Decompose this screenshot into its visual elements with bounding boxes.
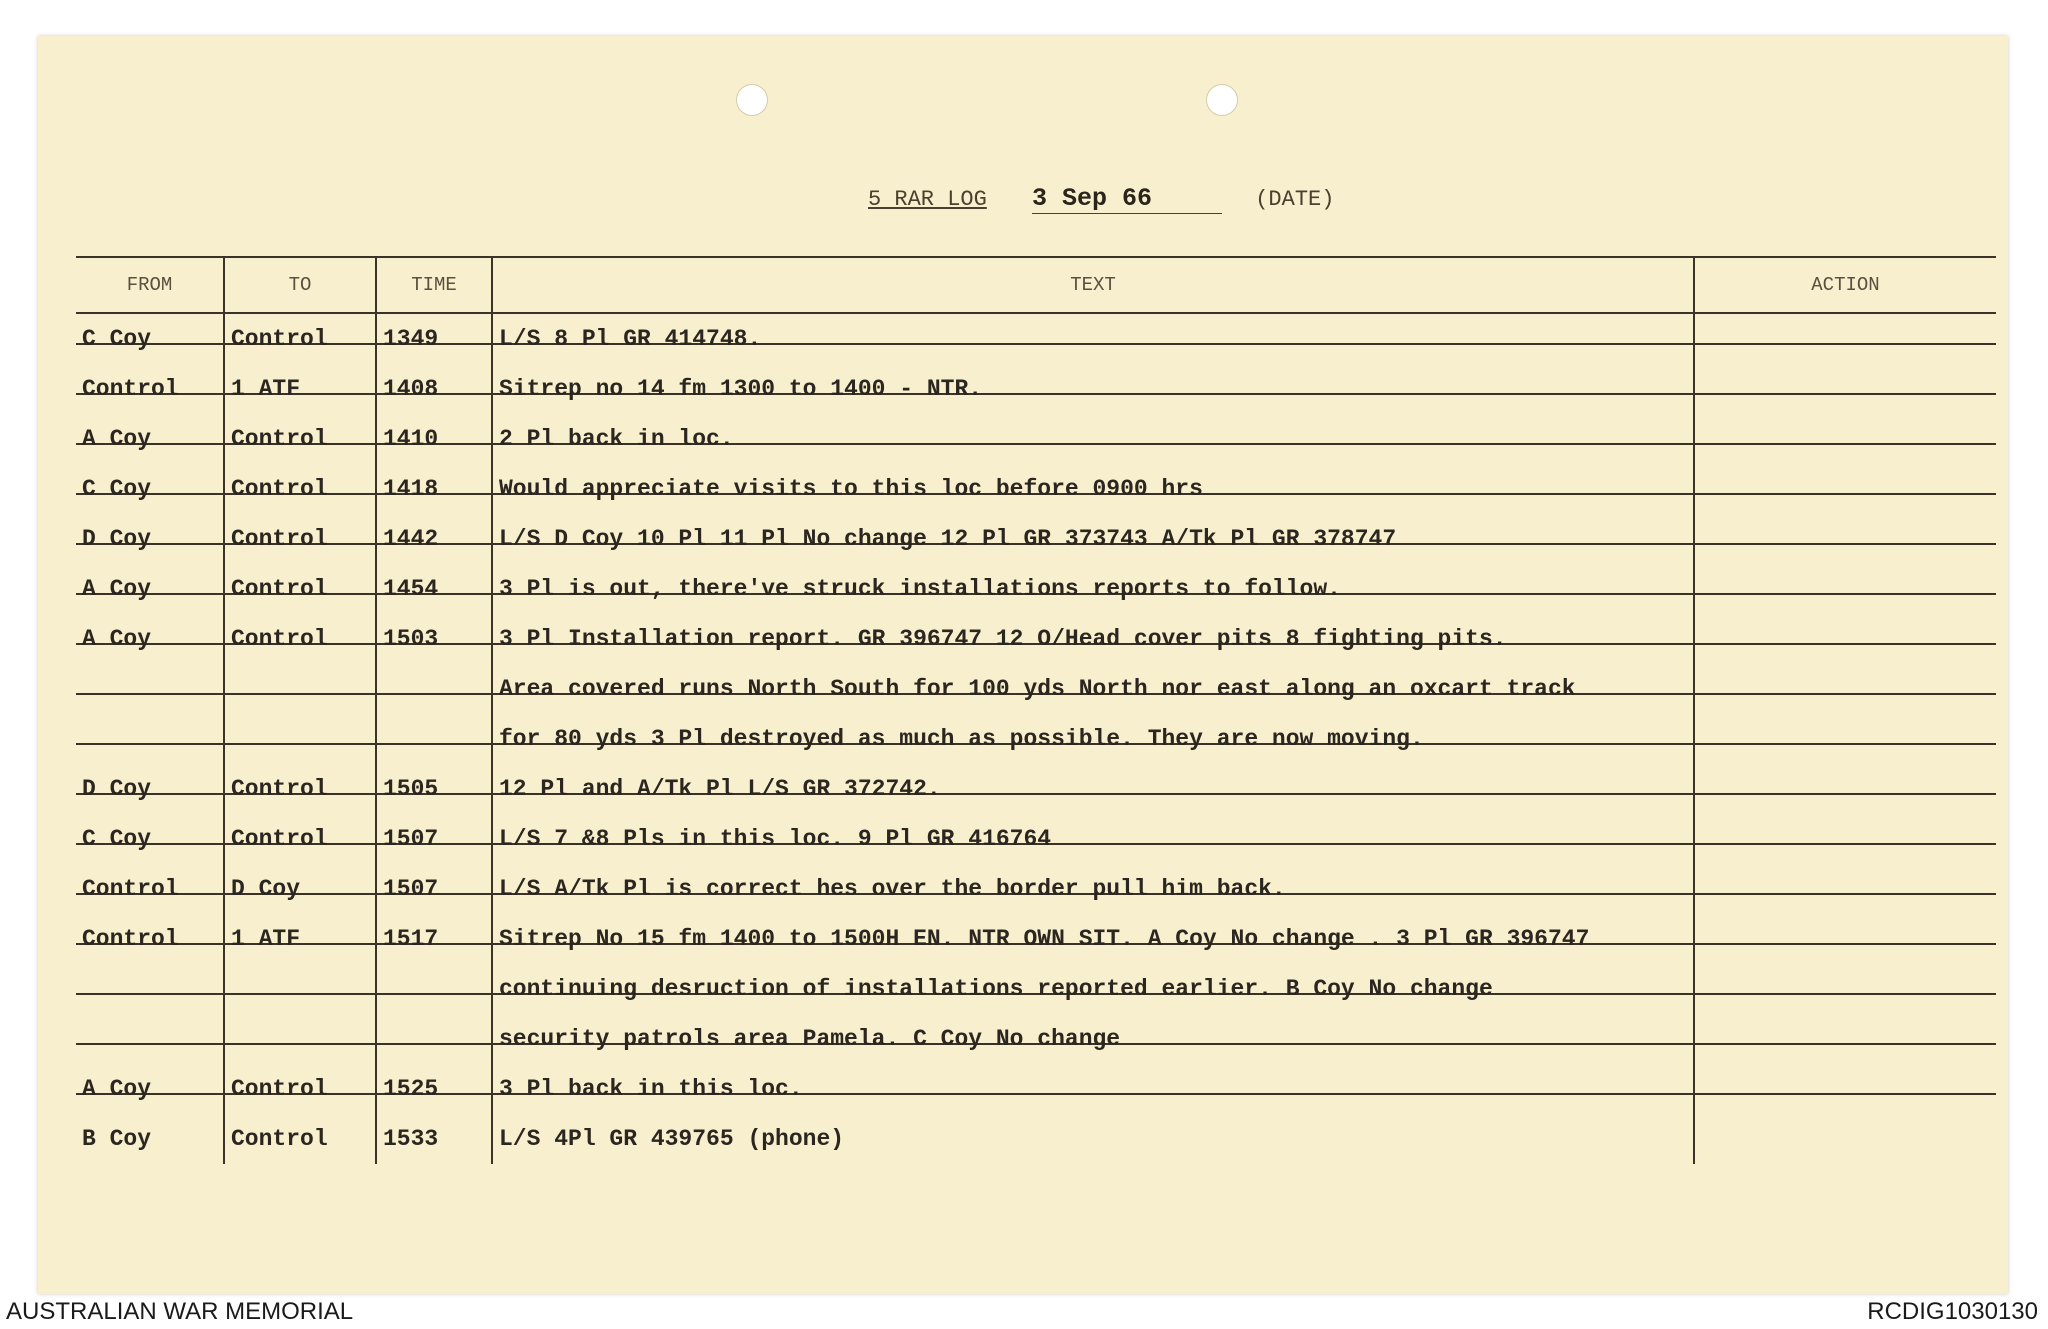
table-row (76, 864, 1996, 914)
column-header-action: ACTION (1694, 257, 1996, 313)
cell-from: Control (76, 914, 224, 964)
punch-hole (736, 84, 768, 116)
log-sheet (38, 36, 2008, 1294)
cell-text: for 80 yds 3 Pl destroyed as much as possible. They are now moving. (492, 714, 1694, 764)
cell-text: Sitrep No 15 fm 1400 to 1500H EN. NTR OWN SIT. A Coy No change . 3 Pl GR 396747 (492, 914, 1694, 964)
cell-time: 1503 (376, 614, 492, 664)
table-row (76, 364, 1996, 414)
table-row (76, 1064, 1996, 1114)
cell-action (1694, 364, 1996, 414)
cell-to: Control (224, 764, 376, 814)
cell-from: A Coy (76, 614, 224, 664)
table-row (76, 1114, 1996, 1164)
cell-to: Control (224, 1114, 376, 1164)
cell-time (376, 1014, 492, 1064)
log-date: 3 Sep 66 (1032, 184, 1222, 214)
table-row (76, 964, 1996, 1014)
cell-action (1694, 664, 1996, 714)
cell-to (224, 964, 376, 1014)
cell-time: 1533 (376, 1114, 492, 1164)
table-row (76, 564, 1996, 614)
cell-from: C Coy (76, 464, 224, 514)
cell-from: B Coy (82, 1126, 152, 1152)
cell-text: Would appreciate visits to this loc before 0900 hrs (492, 464, 1694, 514)
cell-text: 3 Pl is out, there've struck installations reports to follow. (492, 564, 1694, 614)
log-entries (76, 313, 1996, 1164)
cell-to: Control (224, 464, 376, 514)
cell-time: 1408 (376, 364, 492, 414)
cell-from (76, 714, 224, 764)
table-row (76, 1014, 1996, 1064)
cell-action (1694, 1114, 1996, 1164)
cell-time: 1442 (376, 514, 492, 564)
cell-from: Control (76, 864, 224, 914)
table-row (76, 313, 1996, 364)
column-header-from: FROM (76, 257, 224, 313)
cell-to (224, 664, 376, 714)
cell-from: A Coy (76, 1064, 224, 1114)
cell-action (1694, 914, 1996, 964)
table-row (76, 464, 1996, 514)
cell-text: security patrols area Pamela. C Coy No change (492, 1014, 1694, 1064)
cell-action (1694, 564, 1996, 614)
cell-to: Control (224, 564, 376, 614)
cell-action (1694, 1064, 1996, 1114)
cell-action (1694, 514, 1996, 564)
log-header (868, 184, 1334, 214)
cell-time: 1517 (376, 914, 492, 964)
cell-time: 1410 (376, 414, 492, 464)
cell-to: Control (224, 414, 376, 464)
cell-action (1694, 1014, 1996, 1064)
cell-time (376, 714, 492, 764)
cell-time: 1507 (376, 864, 492, 914)
cell-to: Control (224, 814, 376, 864)
table-row (76, 914, 1996, 964)
cell-text: L/S 7 &8 Pls in this loc. 9 Pl GR 416764 (492, 814, 1694, 864)
table-row (76, 814, 1996, 864)
cell-text: continuing desruction of installations reported earlier. B Coy No change (492, 964, 1694, 1014)
cell-time (376, 664, 492, 714)
date-label: (DATE) (1255, 187, 1335, 212)
table-row (76, 614, 1996, 664)
cell-to (224, 1014, 376, 1064)
cell-from: D Coy (76, 514, 224, 564)
cell-text: 3 Pl back in this loc. (492, 1064, 1694, 1114)
cell-time: 1349 (376, 313, 492, 364)
cell-from: Control (76, 364, 224, 414)
footer-institution: AUSTRALIAN WAR MEMORIAL (6, 1298, 354, 1325)
cell-from: A Coy (76, 414, 224, 464)
column-header-text: TEXT (492, 257, 1694, 313)
table-row (76, 764, 1996, 814)
column-header-time: TIME (376, 257, 492, 313)
cell-time: 1507 (376, 814, 492, 864)
cell-from: C Coy (76, 313, 224, 364)
cell-text: Area covered runs North South for 100 yds North nor east along an oxcart track (492, 664, 1694, 714)
cell-text: 12 Pl and A/Tk Pl L/S GR 372742. (492, 764, 1694, 814)
cell-action (1694, 714, 1996, 764)
cell-to: 1 ATF (224, 364, 376, 414)
cell-text: Sitrep no 14 fm 1300 to 1400 - NTR. (492, 364, 1694, 414)
log-table (76, 256, 1996, 1164)
table-row (76, 664, 1996, 714)
cell-to (224, 714, 376, 764)
cell-to: D Coy (224, 864, 376, 914)
cell-time: 1418 (376, 464, 492, 514)
cell-text: 2 Pl back in loc. (492, 414, 1694, 464)
cell-action (1694, 614, 1996, 664)
table-row (76, 514, 1996, 564)
cell-time: 1505 (376, 764, 492, 814)
cell-from: D Coy (76, 764, 224, 814)
cell-text: L/S A/Tk Pl is correct hes over the border pull him back. (492, 864, 1694, 914)
cell-to: 1 ATF (224, 914, 376, 964)
cell-action (1694, 464, 1996, 514)
cell-from: C Coy (76, 814, 224, 864)
cell-text: L/S 4Pl GR 439765 (phone) (492, 1114, 1694, 1164)
cell-from (76, 964, 224, 1014)
cell-action (1694, 414, 1996, 464)
cell-text: L/S 8 Pl GR 414748. (492, 313, 1694, 364)
cell-from (76, 664, 224, 714)
footer-record-id: RCDIG1030130 (1867, 1298, 2038, 1325)
cell-to: Control (224, 514, 376, 564)
cell-action (1694, 964, 1996, 1014)
cell-to: Control (224, 1064, 376, 1114)
table-row (76, 714, 1996, 764)
cell-action (1694, 764, 1996, 814)
cell-from (76, 1014, 224, 1064)
cell-from: A Coy (76, 564, 224, 614)
cell-action (1694, 864, 1996, 914)
column-header-to: TO (224, 257, 376, 313)
cell-time: 1525 (376, 1064, 492, 1114)
table-row (76, 414, 1996, 464)
cell-to: Control (224, 313, 376, 364)
cell-time: 1454 (376, 564, 492, 614)
cell-action (1694, 814, 1996, 864)
cell-time (376, 964, 492, 1014)
cell-action (1694, 313, 1996, 364)
cell-text: 3 Pl Installation report. GR 396747 12 O/Head cover pits 8 fighting pits. (492, 614, 1694, 664)
log-title: 5 RAR LOG (868, 187, 987, 212)
cell-text: L/S D Coy 10 Pl 11 Pl No change 12 Pl GR 373743 A/Tk Pl GR 378747 (492, 514, 1694, 564)
table-header-row (76, 257, 1996, 313)
cell-to: Control (224, 614, 376, 664)
punch-hole (1206, 84, 1238, 116)
